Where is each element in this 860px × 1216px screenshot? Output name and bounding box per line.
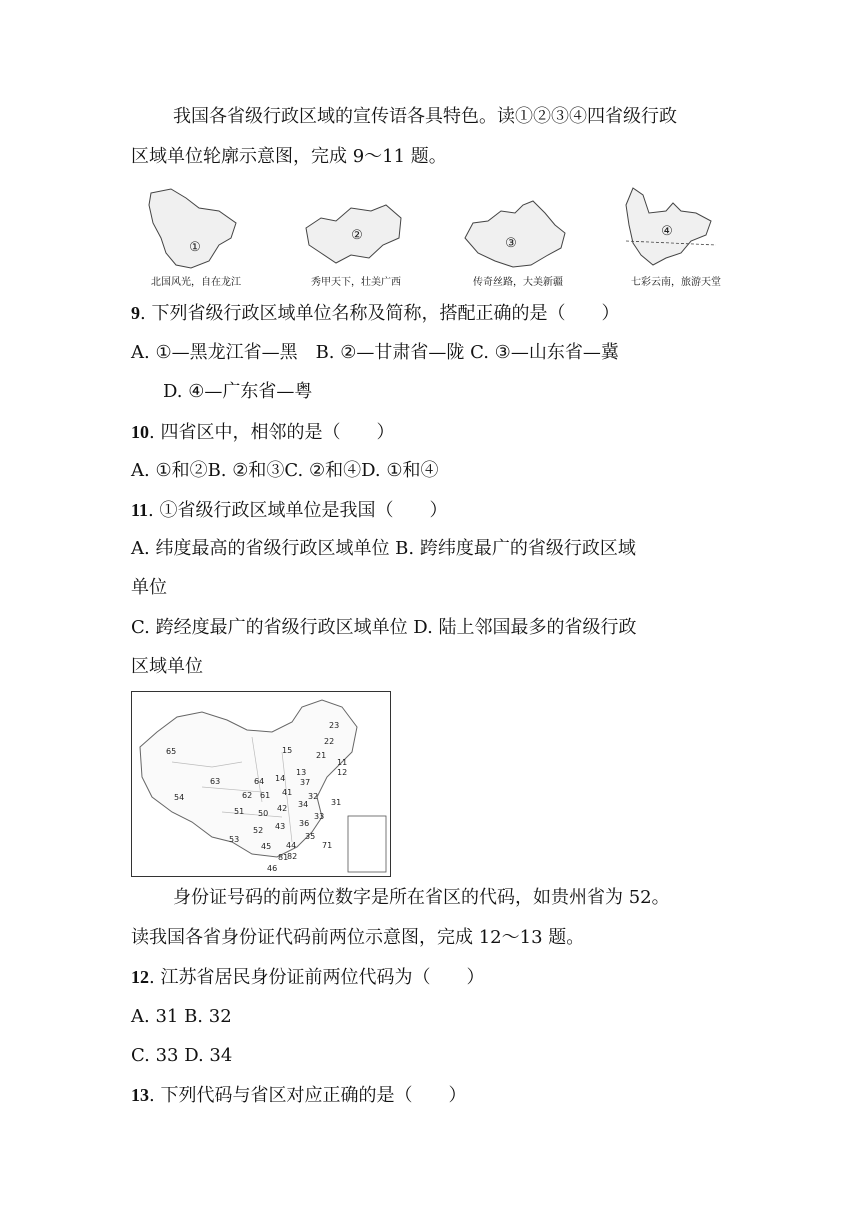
code-label: 41 xyxy=(282,788,293,797)
question-13-text: . 下列代码与省区对应正确的是（ ） xyxy=(149,1085,467,1106)
code-label: 22 xyxy=(324,737,335,746)
province-caption-2: 秀甲天下，壮美广西 xyxy=(311,277,401,288)
intro-line-1: 我国各省级行政区域的宣传语各具特色。读①②③④四省级行政 xyxy=(173,106,677,127)
code-label: 63 xyxy=(210,777,221,786)
code-label: 34 xyxy=(298,800,309,809)
province-outline-figure xyxy=(131,183,731,291)
code-label: 61 xyxy=(260,791,271,800)
question-9-text: . 下列省级行政区域单位名称及简称，搭配正确的是（ ） xyxy=(140,303,620,324)
question-13-stem xyxy=(131,1084,466,1107)
code-label: 11 xyxy=(337,758,348,767)
code-label: 12 xyxy=(337,768,348,777)
code-label: 37 xyxy=(300,778,311,787)
code-label: 42 xyxy=(277,804,288,813)
code-label: 43 xyxy=(275,822,286,831)
question-10-options: A. ①和②B. ②和③C. ②和④D. ①和④ xyxy=(131,460,439,481)
question-9-stem xyxy=(131,302,619,325)
question-10-text: . 四省区中，相邻的是（ ） xyxy=(149,422,395,443)
intro-line-2: 区域单位轮廓示意图，完成 9～11 题。 xyxy=(131,146,447,167)
question-12-options-line-2: C. 33 D. 34 xyxy=(131,1045,233,1066)
guangxi-outline xyxy=(291,183,421,291)
code-label: 13 xyxy=(296,768,307,777)
china-id-code-map xyxy=(131,691,391,877)
outline-number-4: ④ xyxy=(661,224,673,239)
question-12-options-line-1: A. 31 B. 32 xyxy=(131,1006,232,1027)
code-label: 81 xyxy=(278,853,289,862)
code-label: 53 xyxy=(229,835,240,844)
heilongjiang-outline xyxy=(131,183,261,291)
code-label: 51 xyxy=(234,807,245,816)
province-caption-3: 传奇丝路，大美新疆 xyxy=(473,277,563,288)
code-label: 64 xyxy=(254,777,265,786)
code-label: 31 xyxy=(331,798,342,807)
xinjiang-outline xyxy=(453,183,583,291)
question-9-number: 9 xyxy=(131,303,140,323)
code-label: 35 xyxy=(305,832,316,841)
question-11-text: . ①省级行政区域单位是我国（ ） xyxy=(148,500,448,521)
code-label: 82 xyxy=(287,852,298,861)
yunnan-outline xyxy=(611,183,741,291)
question-11-stem xyxy=(131,499,447,522)
question-11-options-line-3: C. 跨经度最广的省级行政区域单位 D. 陆上邻国最多的省级行政 xyxy=(131,617,637,638)
question-12-stem xyxy=(131,966,484,989)
code-label: 33 xyxy=(314,812,325,821)
code-label: 32 xyxy=(308,792,319,801)
question-11-number: 11 xyxy=(131,500,149,520)
code-label: 21 xyxy=(316,751,327,760)
code-label: 52 xyxy=(253,826,264,835)
code-label: 50 xyxy=(258,809,269,818)
code-label: 46 xyxy=(267,864,278,873)
question-11-options-line-2: 单位 xyxy=(131,577,167,598)
intro2-line-1: 身份证号码的前两位数字是所在省区的代码，如贵州省为 52。 xyxy=(173,887,670,908)
code-label: 44 xyxy=(286,841,297,850)
code-label: 71 xyxy=(322,841,333,850)
outline-number-2: ② xyxy=(351,228,363,243)
code-label: 23 xyxy=(329,721,340,730)
question-9-options-line-1: A. ①—黑龙江省—黑 B. ②—甘肃省—陇 C. ③—山东省—冀 xyxy=(131,342,619,363)
question-12-number: 12 xyxy=(131,967,149,987)
code-label: 15 xyxy=(282,746,293,755)
question-11-options-line-1: A. 纬度最高的省级行政区域单位 B. 跨纬度最广的省级行政区域 xyxy=(131,538,636,559)
code-label: 14 xyxy=(275,774,286,783)
question-9-options-line-2: D. ④—广东省—粤 xyxy=(163,381,313,402)
south-china-sea-inset xyxy=(348,816,386,872)
question-10-stem xyxy=(131,421,394,444)
question-10-number: 10 xyxy=(131,422,149,442)
question-11-options-line-4: 区域单位 xyxy=(131,656,203,677)
code-label: 36 xyxy=(299,819,310,828)
code-label: 54 xyxy=(174,793,185,802)
province-caption-1: 北国风光，自在龙江 xyxy=(151,277,241,288)
outline-number-3: ③ xyxy=(505,236,517,251)
intro2-line-2: 读我国各省身份证代码前两位示意图，完成 12～13 题。 xyxy=(131,927,585,948)
outline-number-1: ① xyxy=(189,240,201,255)
province-caption-4: 七彩云南，旅游天堂 xyxy=(631,277,721,288)
code-label: 45 xyxy=(261,842,272,851)
code-label: 62 xyxy=(242,791,253,800)
code-label: 65 xyxy=(166,747,177,756)
question-12-text: . 江苏省居民身份证前两位代码为（ ） xyxy=(149,967,485,988)
question-13-number: 13 xyxy=(131,1085,149,1105)
